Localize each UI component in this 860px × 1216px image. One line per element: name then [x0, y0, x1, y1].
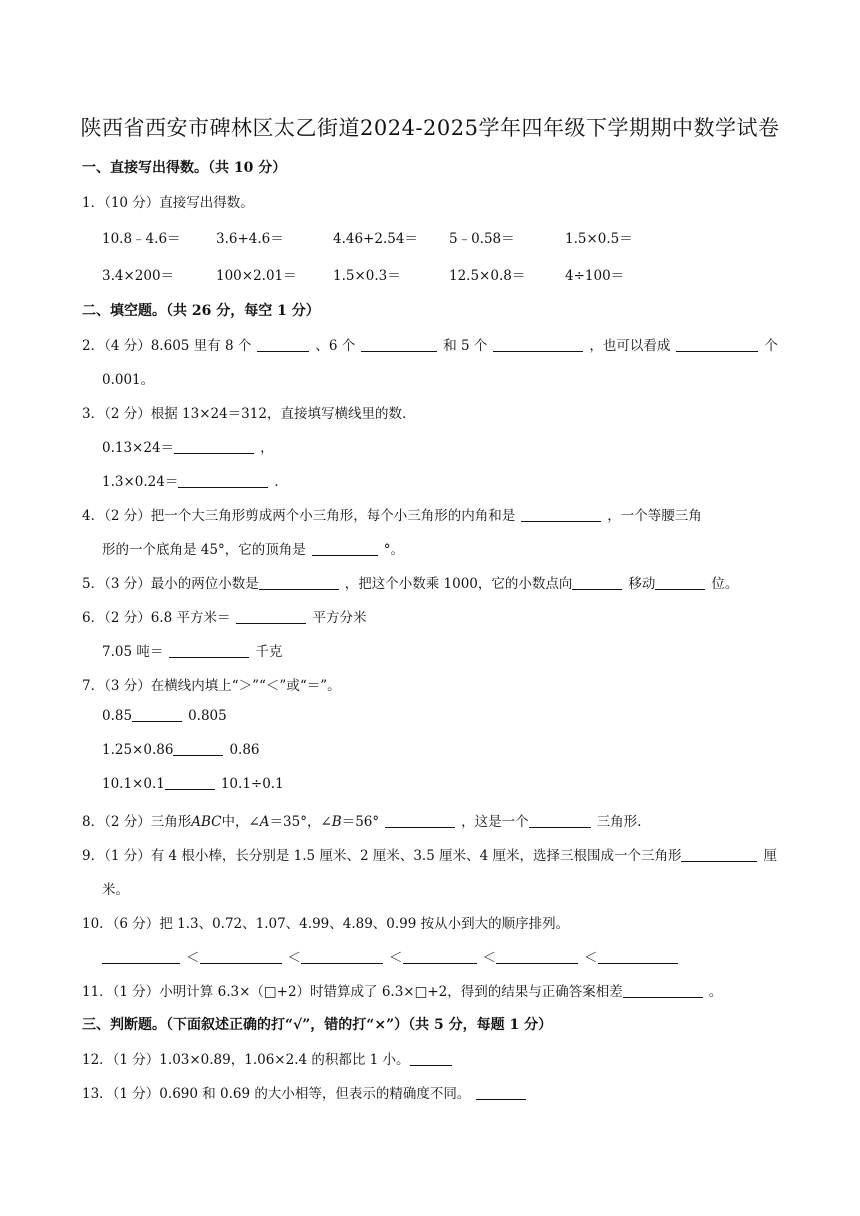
answer-blank[interactable] [169, 644, 249, 658]
calc-item: 100×2.01＝ [216, 268, 297, 284]
question-text: 移动 [628, 576, 656, 592]
question-text: 三角形. [596, 814, 642, 830]
question-text: 8．（2 分）三角形 [82, 814, 192, 830]
answer-blank[interactable] [312, 542, 378, 556]
page-title: 陕西省西安市碑林区太乙街道2024-2025学年四年级下学期期中数学试卷 [80, 116, 780, 140]
question-text: 2．（4 分）8.605 里有 8 个 [82, 338, 252, 354]
question-text: 4．（2 分）把一个大三角形剪成两个小三角形，每个小三角形的内角和是 [82, 508, 516, 524]
answer-blank[interactable] [174, 440, 254, 454]
answer-blank[interactable] [623, 984, 703, 998]
answer-blank[interactable] [681, 848, 757, 862]
question-2-continuation: 0.001。 [102, 372, 155, 388]
calc-item: 4.46+2.54＝ [333, 231, 418, 247]
question-4-continuation [102, 538, 404, 558]
question-text: ， [260, 440, 274, 456]
question-text: ＝35°，∠ [269, 814, 332, 830]
question-5 [82, 572, 738, 592]
answer-blank[interactable] [132, 708, 182, 722]
answer-blank[interactable] [361, 338, 437, 352]
answer-blank[interactable] [496, 950, 578, 964]
question-7-row [102, 742, 260, 758]
calc-item: 3.4×200＝ [102, 268, 175, 284]
question-13 [82, 1082, 532, 1102]
question-text: 和 5 个 [443, 338, 488, 354]
question-1-stem: 1．（10 分）直接写出得数。 [82, 195, 254, 211]
calc-item: 10.8﹣4.6＝ [102, 231, 181, 247]
question-text: ． [274, 474, 288, 490]
answer-blank[interactable] [102, 950, 180, 964]
question-text: 个 [764, 338, 778, 354]
answer-blank[interactable] [598, 950, 678, 964]
answer-blank[interactable] [385, 814, 455, 828]
question-9 [82, 844, 777, 864]
answer-blank[interactable] [403, 950, 477, 964]
question-7-row [102, 708, 227, 724]
calc-item: 3.6+4.6＝ [216, 231, 284, 247]
question-text: 0.13×24＝ [102, 440, 175, 456]
question-text: 0.86 [229, 742, 260, 758]
answer-blank[interactable] [236, 610, 306, 624]
question-text: 7.05 吨＝ [102, 644, 164, 660]
question-text: 1.3×0.24＝ [102, 474, 179, 490]
question-text: ，也可以看成 [589, 338, 671, 354]
answer-blank[interactable] [200, 950, 282, 964]
question-text: 。 [708, 984, 723, 1000]
answer-blank[interactable] [165, 776, 215, 790]
question-9-continuation: 米。 [102, 882, 129, 898]
question-text: 12．（1 分）1.03×0.89，1.06×2.4 的积都比 1 小。 [82, 1052, 410, 1068]
calc-item: 1.5×0.5＝ [565, 231, 633, 247]
question-2 [82, 334, 778, 354]
question-text: 位。 [711, 576, 739, 592]
question-text: 、6 个 [315, 338, 356, 354]
calc-item: 4÷100＝ [565, 268, 625, 284]
question-11 [82, 980, 722, 1000]
question-3a [102, 436, 274, 456]
answer-blank[interactable] [572, 576, 622, 590]
question-7-stem: 7．（3 分）在横线内填上“＞”“＜”或“＝”。 [82, 678, 341, 694]
question-3b [102, 470, 288, 490]
section-heading-2: 二、填空题。（共 26 分，每空 1 分） [82, 303, 320, 319]
question-text: 13．（1 分）0.690 和 0.69 的大小相等，但表示的精确度不同。 [82, 1086, 471, 1102]
answer-blank[interactable] [521, 508, 601, 522]
answer-blank[interactable] [493, 338, 583, 352]
answer-blank[interactable] [529, 814, 591, 828]
question-text: 0.805 [188, 708, 227, 724]
answer-blank[interactable] [676, 338, 758, 352]
question-10-stem: 10．（6 分）把 1.3、0.72、1.07、4.99、4.89、0.99 按从小到大的顺序排列。 [82, 916, 570, 932]
question-text: ，把这个小数乘 1000，它的小数点向 [344, 576, 573, 592]
less-than-sign: ＜ [186, 950, 200, 966]
question-text: ，一个等腰三角 [607, 508, 702, 524]
question-8 [82, 810, 641, 830]
question-text: 厘 [763, 848, 777, 864]
answer-blank[interactable] [301, 950, 383, 964]
less-than-sign: ＜ [482, 950, 496, 966]
less-than-sign: ＜ [287, 950, 301, 966]
answer-blank[interactable] [476, 1086, 526, 1100]
question-text: 中，∠ [221, 814, 260, 830]
angle-label: B [331, 814, 342, 830]
angle-label: A [259, 814, 270, 830]
section-heading-3: 三、判断题。（下面叙述正确的打“√”，错的打“×”）（共 5 分，每题 1 分） [82, 1017, 553, 1033]
triangle-label: ABC [191, 814, 222, 830]
question-text: ，这是一个 [461, 814, 529, 830]
question-text: 平方分米 [312, 610, 367, 626]
question-text: 0.85 [102, 708, 133, 724]
question-4 [82, 504, 702, 524]
question-text: 10.1÷0.1 [220, 776, 284, 792]
question-text: 千克 [255, 644, 283, 660]
question-7-row [102, 776, 284, 792]
answer-blank[interactable] [178, 474, 268, 488]
question-text: 11．（1 分）小明计算 6.3×（□+2）时错算成了 6.3×□+2，得到的结果与正确答案相差 [82, 984, 623, 1000]
question-12 [82, 1048, 458, 1068]
answer-blank[interactable] [410, 1052, 452, 1066]
question-text: 形的一个底角是 45°，它的顶角是 [102, 542, 306, 558]
question-text: °。 [383, 542, 404, 558]
question-text: 10.1×0.1 [102, 776, 165, 792]
calc-item: 5﹣0.58＝ [449, 231, 515, 247]
question-text: 5．（3 分）最小的两位小数是 [82, 576, 259, 592]
answer-blank[interactable] [257, 338, 309, 352]
calc-item: 1.5×0.3＝ [333, 268, 401, 284]
answer-blank[interactable] [259, 576, 339, 590]
question-10-order [102, 946, 684, 966]
question-6b [102, 640, 282, 660]
less-than-sign: ＜ [584, 950, 598, 966]
question-text: ＝56° [341, 814, 380, 830]
answer-blank[interactable] [655, 576, 705, 590]
less-than-sign: ＜ [389, 950, 403, 966]
section-heading-1: 一、直接写出得数。（共 10 分） [82, 160, 287, 176]
question-6 [82, 606, 366, 626]
calc-item: 12.5×0.8＝ [449, 268, 526, 284]
question-text: 1.25×0.86 [102, 742, 174, 758]
question-3-stem: 3．（2 分）根据 13×24＝312，直接填写横线里的数． [82, 406, 416, 422]
answer-blank[interactable] [173, 742, 223, 756]
question-text: 6．（2 分）6.8 平方米＝ [82, 610, 231, 626]
question-text: 9．（1 分）有 4 根小棒，长分别是 1.5 厘米、2 厘米、3.5 厘米、4 厘米，选择三根围成一个三角形 [82, 848, 682, 864]
